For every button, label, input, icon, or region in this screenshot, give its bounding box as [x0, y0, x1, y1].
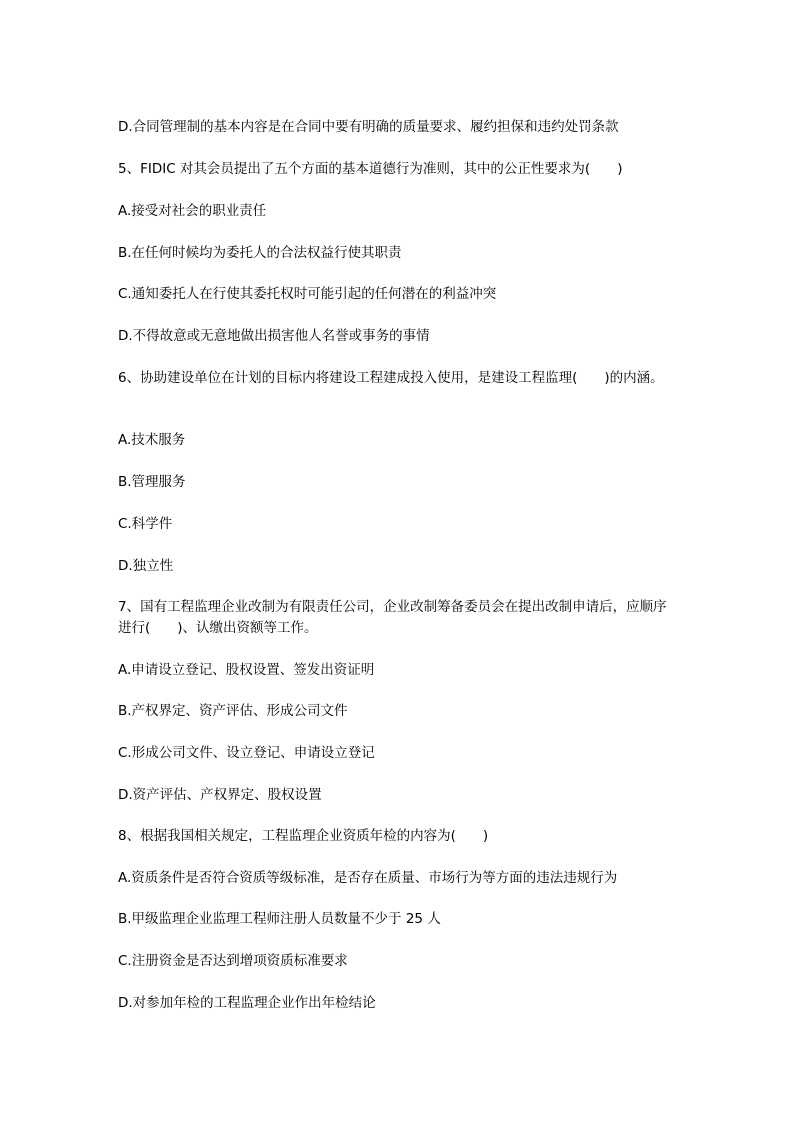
option-text: C.注册资金是否达到增项资质标准要求 [118, 953, 348, 969]
option-text: D.独立性 [118, 558, 174, 574]
option-text: D.对参加年检的工程监理企业作出年检结论 [118, 995, 376, 1011]
option-text: C.通知委托人在行使其委托权时可能引起的任何潜在的利益冲突 [118, 286, 497, 302]
option-text: D.不得故意或无意地做出损害他人名誉或事务的事情 [118, 328, 430, 344]
option-text: B.在任何时候均为委托人的合法权益行使其职责 [118, 245, 402, 261]
question-text: 8、根据我国相关规定，工程监理企业资质年检的内容为( ) [118, 828, 489, 844]
question-text: 7、国有工程监理企业改制为有限责任公司，企业改制筹备委员会在提出改制申请后，应顺序进行( )、认缴出资额等工作。 [118, 599, 667, 636]
option-text: B.甲级监理企业监理工程师注册人员数量不少于 25 人 [118, 911, 441, 927]
option-text: D.合同管理制的基本内容是在合同中要有明确的质量要求、履约担保和违约处罚条款 [118, 119, 619, 135]
question-text: 6、协助建设单位在计划的目标内将建设工程建成投入使用，是建设工程监理( )的内涵。 [118, 370, 664, 386]
option-text: A.申请设立登记、股权设置、签发出资证明 [118, 662, 375, 678]
option-text: B.产权界定、资产评估、形成公司文件 [118, 703, 348, 719]
option-text: A.接受对社会的职业责任 [118, 203, 267, 219]
question-text: 5、FIDIC 对其会员提出了五个方面的基本道德行为准则，其中的公正性要求为( ) [118, 161, 623, 177]
option-text: B.管理服务 [118, 474, 186, 490]
option-text: A.技术服务 [118, 432, 186, 448]
option-text: A.资质条件是否符合资质等级标准，是否存在质量、市场行为等方面的违法违规行为 [118, 870, 618, 886]
option-text: D.资产评估、产权界定、股权设置 [118, 787, 322, 803]
option-text: C.形成公司文件、设立登记、申请设立登记 [118, 745, 375, 761]
option-text: C.科学件 [118, 516, 173, 532]
